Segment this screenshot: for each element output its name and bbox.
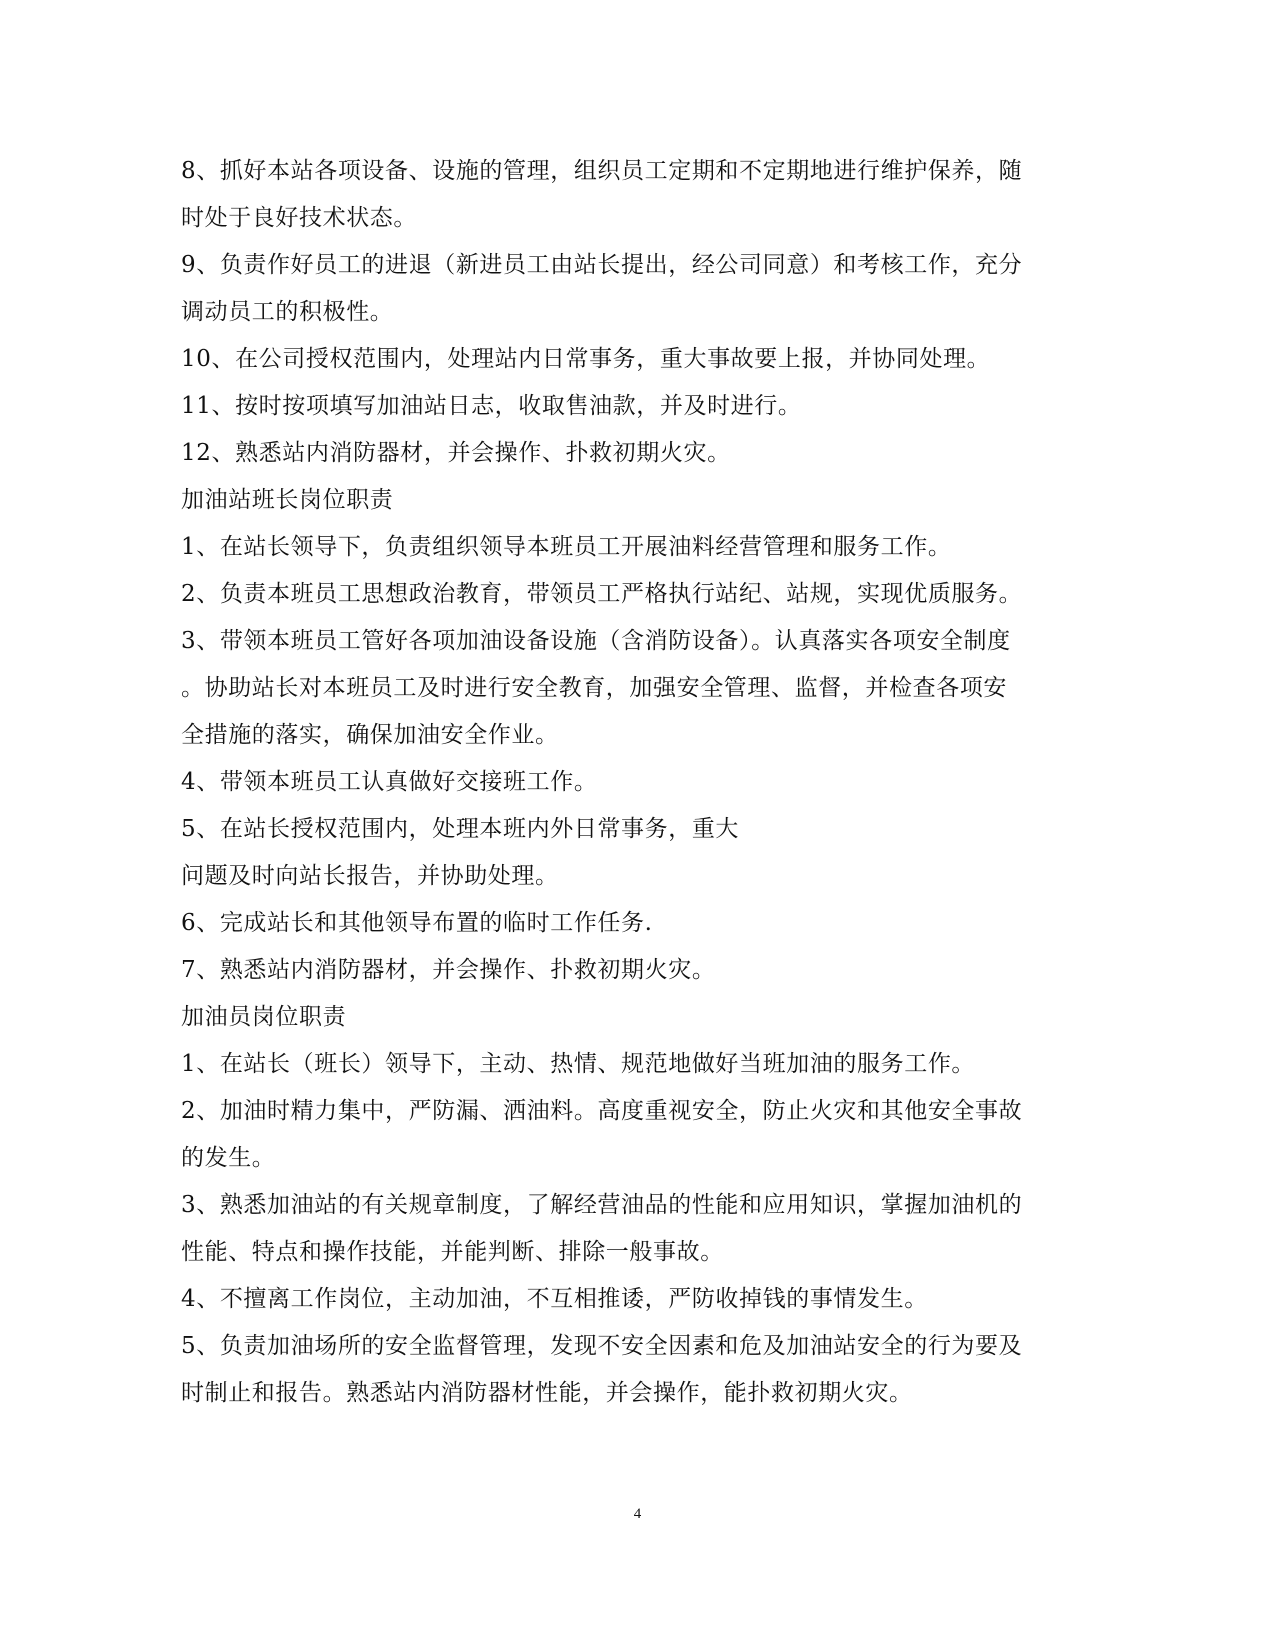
text-line: 11、按时按项填写加油站日志，收取售油款，并及时进行。: [181, 393, 802, 419]
text-line: 全措施的落实，确保加油安全作业。: [181, 722, 559, 748]
text-line: 12、熟悉站内消防器材，并会操作、扑救初期火灾。: [181, 440, 731, 466]
text-line: 8、抓好本站各项设备、设施的管理，组织员工定期和不定期地进行维护保养，随: [181, 158, 1023, 184]
text-line: 1、在站长领导下，负责组织领导本班员工开展油料经营管理和服务工作。: [181, 534, 952, 560]
text-line: 2、负责本班员工思想政治教育，带领员工严格执行站纪、站规，实现优质服务。: [181, 581, 1023, 607]
text-line: 5、在站长授权范围内，处理本班内外日常事务，重大: [181, 816, 740, 842]
text-line: 调动员工的积极性。: [181, 299, 394, 325]
text-line: 。协助站长对本班员工及时进行安全教育，加强安全管理、监督，并检查各项安: [181, 675, 1007, 701]
text-line: 10、在公司授权范围内，处理站内日常事务，重大事故要上报，并协同处理。: [181, 346, 991, 372]
document-body: [181, 148, 1041, 1417]
text-line: 6、完成站长和其他领导布置的临时工作任务.: [181, 910, 653, 936]
text-line: 3、熟悉加油站的有关规章制度，了解经营油品的性能和应用知识，掌握加油机的: [181, 1192, 1023, 1218]
text-line: 9、负责作好员工的进退（新进员工由站长提出，经公司同意）和考核工作，充分: [181, 252, 1023, 278]
text-line: 2、加油时精力集中，严防漏、洒油料。高度重视安全，防止火灾和其他安全事故: [181, 1098, 1023, 1124]
text-line: 4、不擅离工作岗位，主动加油，不互相推诿，严防收掉钱的事情发生。: [181, 1286, 928, 1312]
page-number: 4: [633, 1506, 642, 1522]
text-line: 7、熟悉站内消防器材，并会操作、扑救初期火灾。: [181, 957, 716, 983]
text-line: 时制止和报告。熟悉站内消防器材性能，并会操作，能扑救初期火灾。: [181, 1380, 913, 1406]
text-line: 的发生。: [181, 1145, 276, 1171]
text-line: 性能、特点和操作技能，并能判断、排除一般事故。: [181, 1239, 724, 1265]
section-heading: 加油员岗位职责: [181, 1004, 347, 1030]
section-heading: 加油站班长岗位职责: [181, 487, 394, 513]
text-line: 时处于良好技术状态。: [181, 205, 417, 231]
text-line: 1、在站长（班长）领导下，主动、热情、规范地做好当班加油的服务工作。: [181, 1051, 976, 1077]
text-line: 问题及时向站长报告，并协助处理。: [181, 863, 559, 889]
text-line: 5、负责加油场所的安全监督管理，发现不安全因素和危及加油站安全的行为要及: [181, 1333, 1023, 1359]
text-line: 4、带领本班员工认真做好交接班工作。: [181, 769, 598, 795]
text-line: 3、带领本班员工管好各项加油设备设施（含消防设备）。认真落实各项安全制度: [181, 628, 1011, 654]
